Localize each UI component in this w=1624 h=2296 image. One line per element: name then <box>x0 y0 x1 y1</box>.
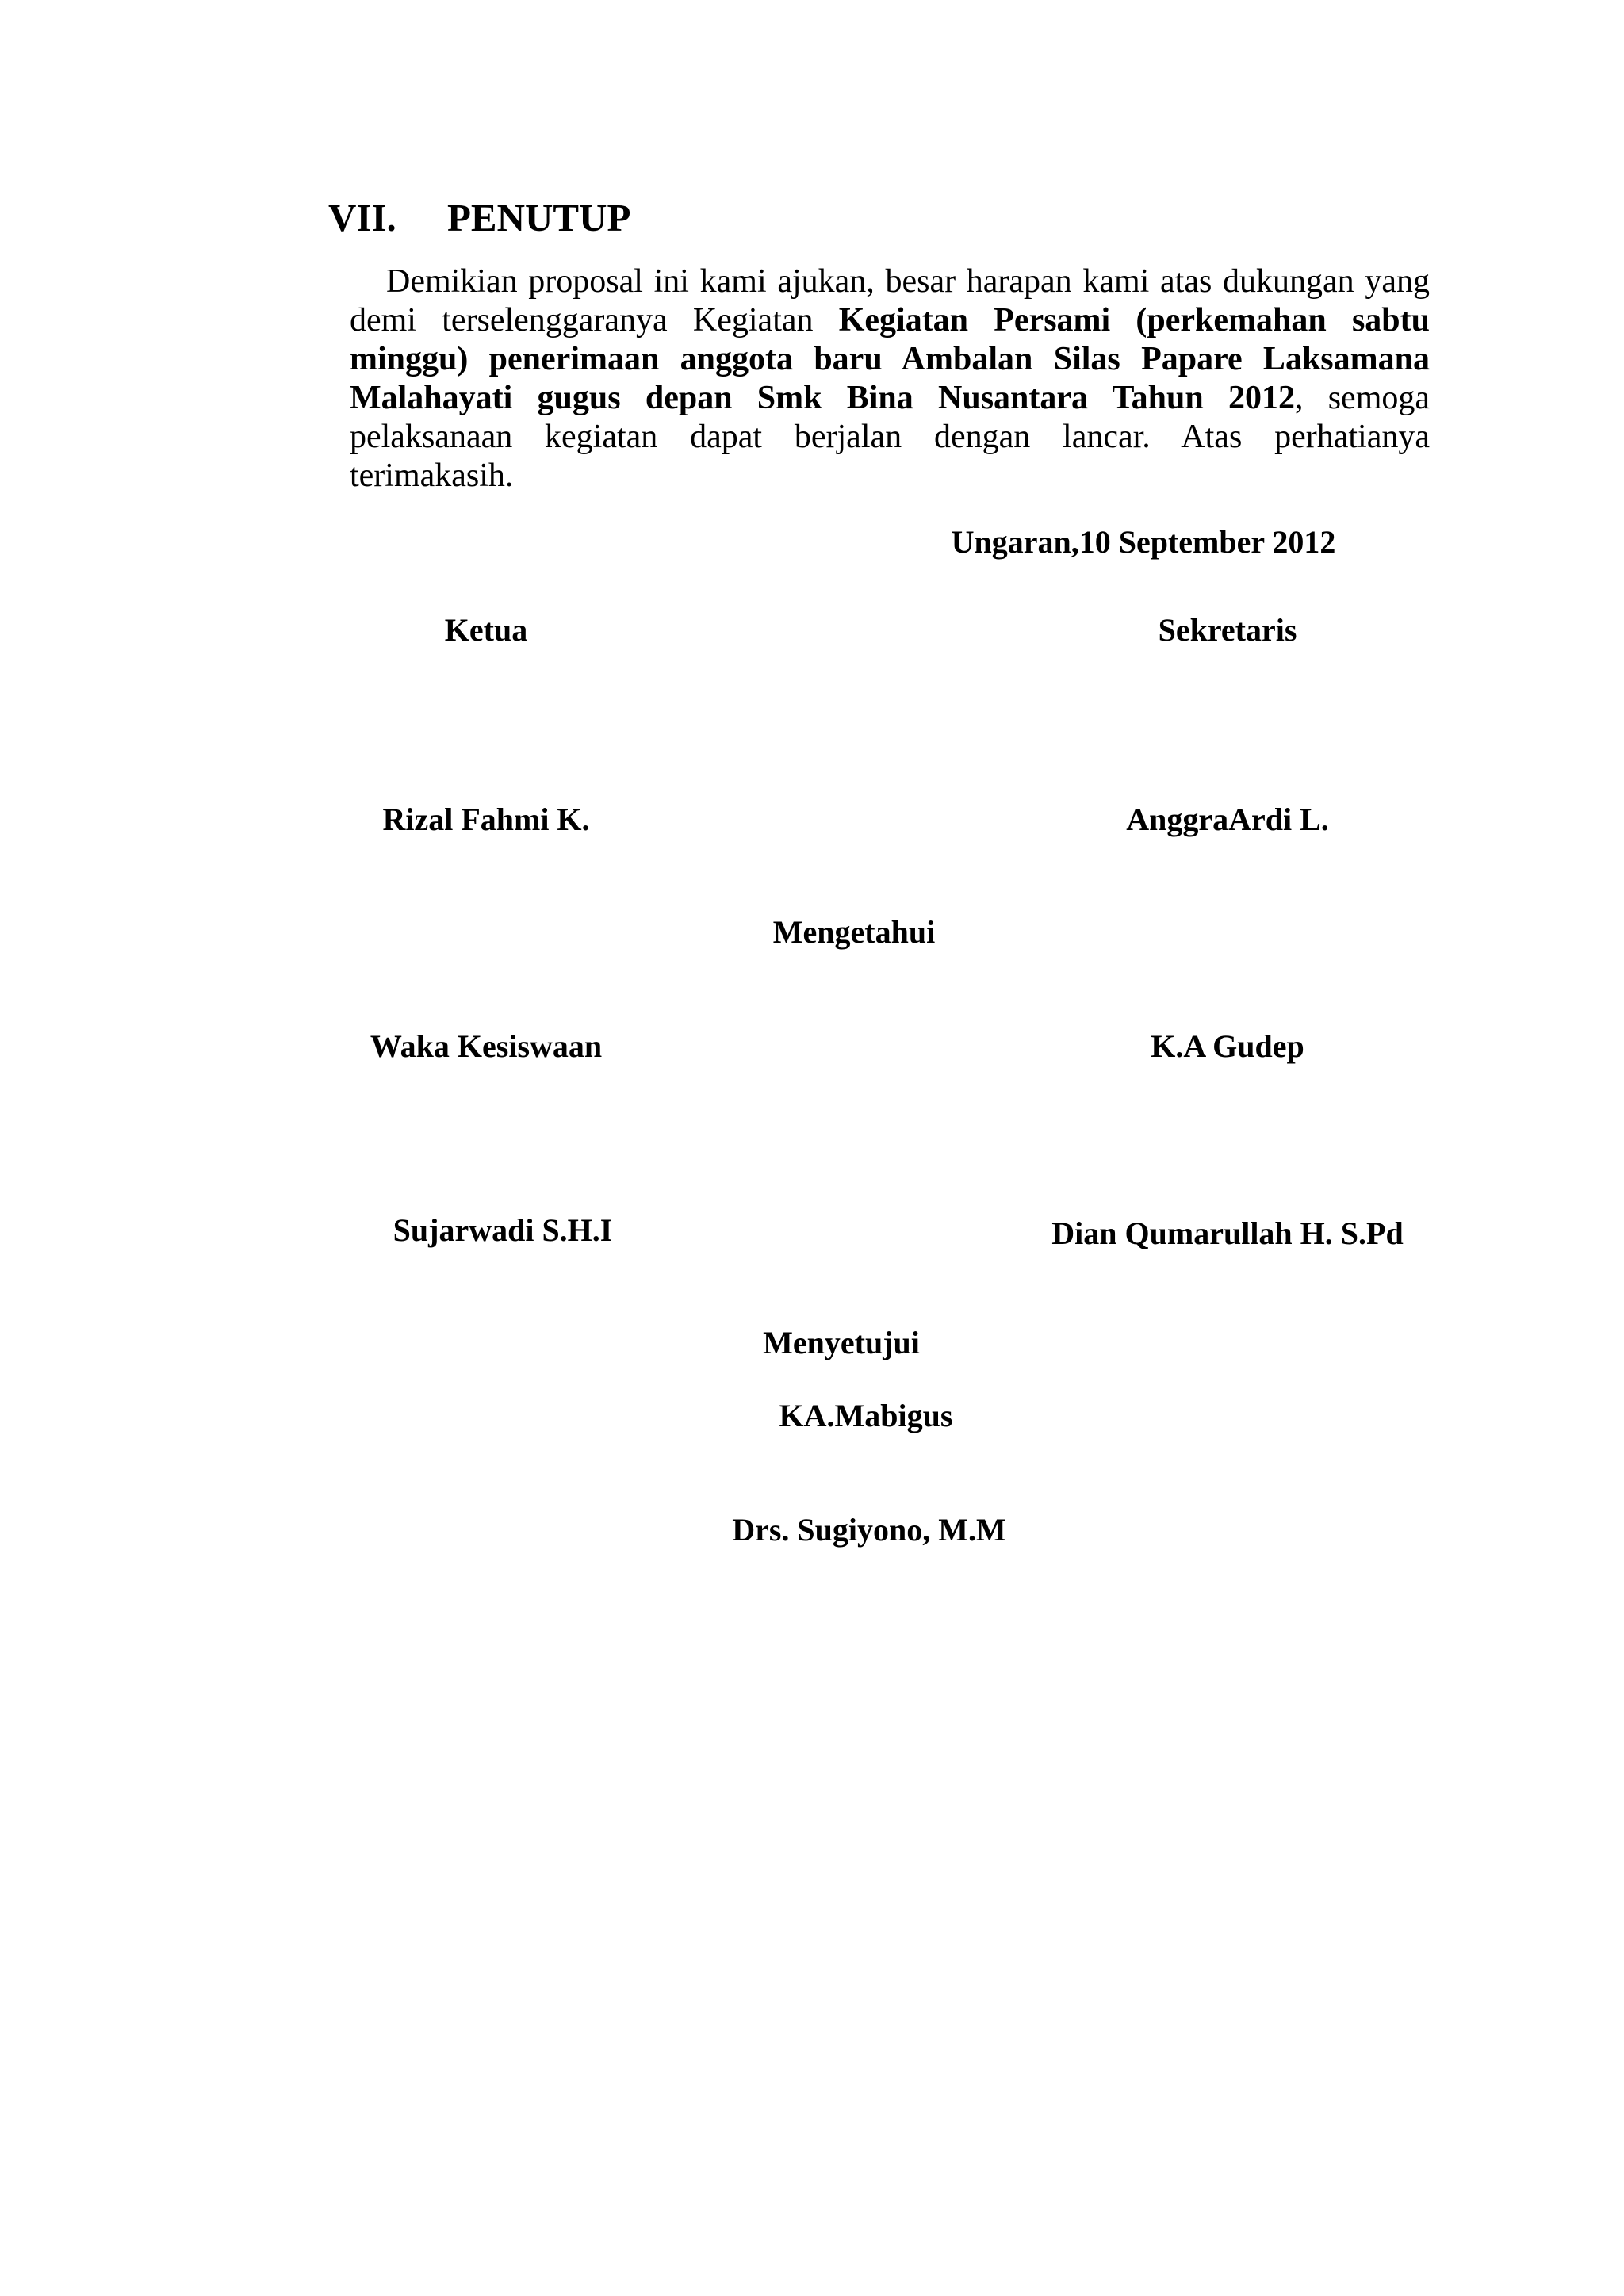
closing-paragraph <box>350 262 1430 496</box>
sekretaris-name: AnggraArdi L. <box>1126 802 1329 837</box>
ketua-title: Ketua <box>444 612 528 648</box>
waka-kesiswaan-title: Waka Kesiswaan <box>370 1028 603 1064</box>
section-number: VII. <box>328 196 396 239</box>
ka-mabigus-name: Drs. Sugiyono, M.M <box>732 1512 1006 1548</box>
menyetujui-label: Menyetujui <box>763 1325 920 1360</box>
sekretaris-title: Sekretaris <box>1158 612 1297 648</box>
ka-gudep-name: Dian Qumarullah H. S.Pd <box>1051 1215 1404 1251</box>
place-date: Ungaran,10 September 2012 <box>951 524 1336 560</box>
ketua-name: Rizal Fahmi K. <box>382 802 590 837</box>
paragraph-text-end: , semoga pelaksanaan kegiatan dapat berjalan dengan lancar. Atas perhatianya terimakasih. <box>350 380 1430 494</box>
paragraph-text-start: Demikian proposal ini kami ajukan, besar harapan kami atas dukungan yang demi terselenggaranya Kegiatan <box>350 263 1430 339</box>
section-heading <box>328 195 630 240</box>
waka-kesiswaan-name: Sujarwadi S.H.I <box>393 1212 613 1248</box>
ka-mabigus-title: KA.Mabigus <box>779 1398 953 1433</box>
paragraph-bold-event: Kegiatan Persami (perkemahan sabtu minggu) penerimaan anggota baru Ambalan Silas Papare Laksamana Malahayati gugus depan Smk Bina Nusantara Tahun 2012 <box>350 302 1430 416</box>
section-title: PENUTUP <box>447 196 631 239</box>
ka-gudep-title: K.A Gudep <box>1151 1028 1304 1064</box>
mengetahui-label: Mengetahui <box>772 914 936 950</box>
